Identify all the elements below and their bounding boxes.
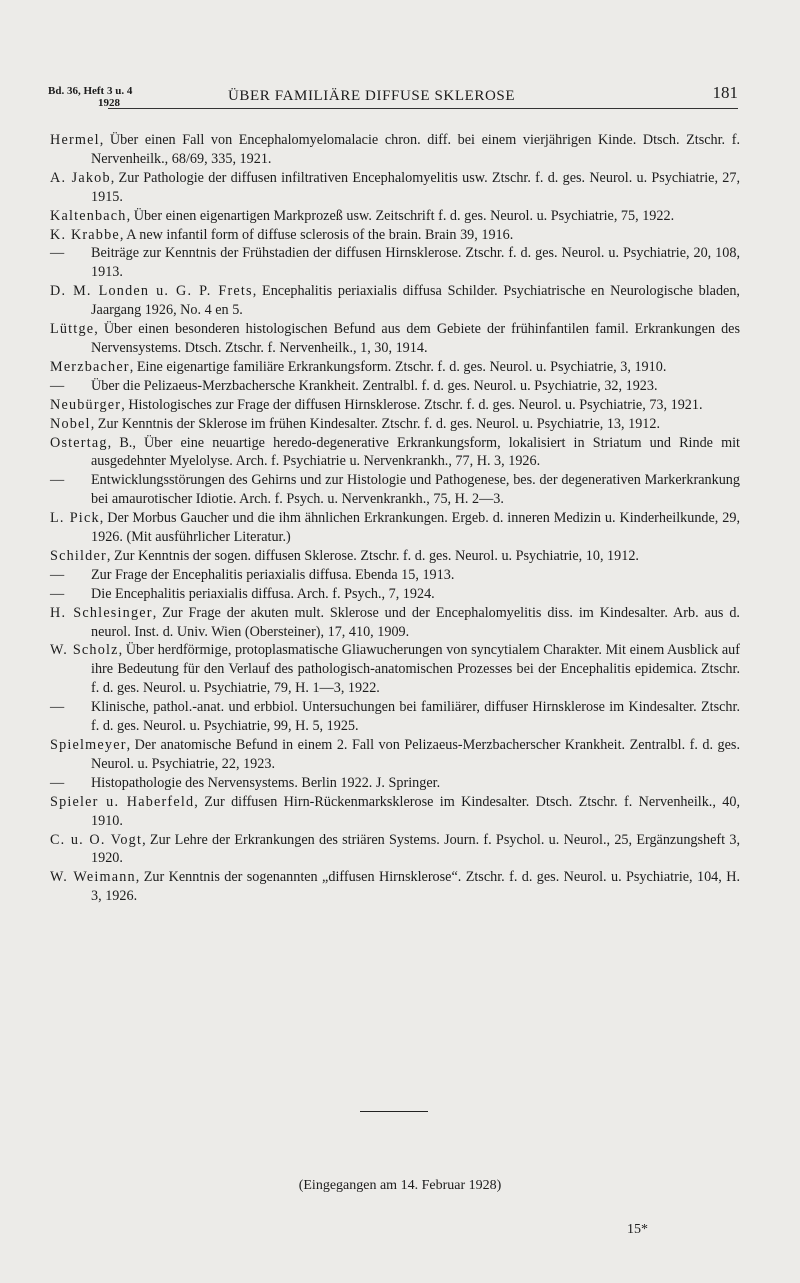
reference-entry — [50, 774, 740, 793]
reference-author: Neubürger — [50, 396, 122, 413]
volume-label: Bd. 36, Heft 3 u. 4 — [48, 85, 133, 97]
reference-text: Zur Frage der Encephalitis periaxialis diffusa. Ebenda 15, 1913. — [91, 566, 455, 583]
reference-entry — [50, 566, 740, 585]
reference-entry — [50, 396, 740, 415]
reference-entry — [50, 207, 740, 226]
ditto-dash: — — [50, 585, 65, 602]
reference-author: Nobel — [50, 415, 91, 432]
reference-entry — [50, 320, 740, 358]
reference-entry — [50, 698, 740, 736]
running-header — [48, 84, 738, 114]
reference-text: , Der Morbus Gaucher und die ihm ähnlichen Erkrankungen. Ergeb. d. inneren Medizin u. Kinderheilkunde, 29, 1926. (Mit ausführlicher Literatur.) — [91, 510, 740, 546]
reference-text: , Zur Kenntnis der Sklerose im frühen Kindesalter. Ztschr. f. d. ges. Neurol. u. Psychiatrie, 13, 1912. — [90, 415, 661, 432]
reference-entry — [50, 585, 740, 604]
signature-mark: 15* — [627, 1222, 648, 1237]
reference-text: , Histologisches zur Frage der diffusen Hirnsklerose. Ztschr. f. d. ges. Neurol. u. Psychiatrie, 73, 1921. — [121, 396, 703, 413]
reference-entry — [50, 226, 740, 245]
reference-text: , Über einen Fall von Encephalomyelomalacie chron. diff. bei einem vierjährigen Kinde. Dtsch. Ztschr. f. Nervenheilk., 68/69, 335, 1921. — [91, 132, 740, 167]
received-date: (Eingegangen am 14. Februar 1928) — [298, 1178, 502, 1193]
separator-rule — [360, 1111, 428, 1112]
reference-author: L. Pick — [50, 510, 100, 527]
reference-text: , Zur Frage der akuten mult. Sklerose und der Encephalomyelitis diss. im Kindesalter. Arb. aus d. neurol. Inst. d. Univ. Wien (Obersteiner), 17, 410, 1909. — [91, 604, 740, 640]
reference-author: A. Jakob — [50, 169, 111, 186]
reference-entry — [50, 509, 740, 547]
reference-entry — [50, 641, 740, 698]
reference-text: , Über einen besonderen histologischen Befund aus dem Gebiete der frühinfantilen famil. Erkrankungen des Nervensystems. Dtsch. Ztschr. f. Nervenheilk., 1, 30, 1914. — [91, 321, 740, 356]
reference-author: K. Krabbe — [50, 226, 120, 243]
reference-author: W. Scholz — [50, 642, 119, 659]
ditto-dash: — — [50, 566, 65, 583]
reference-entry — [50, 547, 740, 566]
reference-list — [50, 131, 740, 906]
reference-entry — [50, 793, 740, 831]
reference-entry — [50, 434, 740, 472]
reference-author: Spielmeyer — [50, 737, 127, 753]
year-label: 1928 — [98, 97, 120, 109]
ditto-dash: — — [50, 774, 65, 791]
reference-author: Merzbacher — [50, 358, 130, 375]
reference-entry — [50, 736, 740, 774]
reference-author: W. Weimann — [50, 869, 136, 886]
reference-entry — [50, 471, 740, 509]
reference-entry — [50, 377, 740, 396]
reference-text: , Encephalitis periaxialis diffusa Schilder. Psychiatrische en Neurologische bladen, Jaargang 1926, No. 4 en 5. — [91, 283, 740, 319]
reference-author: Spieler u. Haberfeld — [50, 793, 195, 810]
reference-author: Ostertag — [50, 434, 108, 451]
running-title: ÜBER FAMILIÄRE DIFFUSE SKLEROSE — [228, 88, 516, 104]
reference-author: Lüttge — [50, 321, 95, 338]
reference-text: , B., Über eine neuartige heredo-degenerative Erkrankungsform, lokalisiert in Striatum und Rinde mit ausgedehnter Myelolyse. Arch. f. Psychiatrie u. Nervenkrankh., 77, H. 3, 1926. — [91, 434, 740, 470]
reference-entry — [50, 244, 740, 282]
reference-text: , Zur diffusen Hirn-Rückenmarksklerose im Kindesalter. Dtsch. Ztschr. f. Nervenheilk., 40, 1910. — [91, 793, 740, 829]
reference-entry — [50, 831, 740, 869]
reference-entry — [50, 169, 740, 207]
reference-text: , Eine eigenartige familiäre Erkrankungsform. Ztschr. f. d. ges. Neurol. u. Psychiatrie, 3, 1910. — [129, 358, 667, 375]
ditto-dash: — — [50, 472, 65, 489]
reference-author: Kaltenbach — [50, 207, 127, 224]
reference-text: Klinische, pathol.-anat. und erbbiol. Untersuchungen bei familiärer, diffuser Hirnsklerose im Kindesalter. Ztschr. f. d. ges. Neurol. u. Psychiatrie, 99, H. 5, 1925. — [91, 699, 740, 735]
ditto-dash: — — [50, 245, 65, 262]
header-rule — [108, 108, 738, 109]
reference-text: , Zur Kenntnis der sogen. diffusen Sklerose. Ztschr. f. d. ges. Neurol. u. Psychiatrie, 10, 1912. — [106, 547, 639, 564]
reference-entry — [50, 868, 740, 906]
reference-text: , Zur Pathologie der diffusen infiltrativen Encephalomyelitis usw. Ztschr. f. d. ges. Neurol. u. Psychiatrie, 27, 1915. — [91, 169, 740, 205]
reference-entry — [50, 131, 740, 169]
reference-text: Beiträge zur Kenntnis der Frühstadien der diffusen Hirnsklerose. Ztschr. f. d. ges. Neurol. u. Psychiatrie, 20, 108, 1913. — [91, 245, 740, 281]
reference-author: Hermel — [50, 132, 100, 148]
reference-author: H. Schlesinger — [50, 604, 153, 621]
reference-text: , Der anatomische Befund in einem 2. Fall von Pelizaeus-Merzbacherscher Krankheit. Zentralbl. f. d. ges. Neurol. u. Psychiatrie, 22, 1923. — [91, 737, 740, 772]
reference-text: , A new infantil form of diffuse sclerosis of the brain. Brain 39, 1916. — [119, 226, 514, 243]
reference-text: Entwicklungsstörungen des Gehirns und zur Histologie und Pathogenese, bes. der degenerativen Markerkrankung bei amaurotischer Idiotie. Arch. f. Psych. u. Nervenkrankh., 75, H. 2—3. — [91, 472, 740, 508]
reference-entry — [50, 282, 740, 320]
ditto-dash: — — [50, 699, 65, 716]
reference-text: , Zur Lehre der Erkrankungen des striären Systems. Journ. f. Psychol. u. Neurol., 25, Ergänzungsheft 3, 1920. — [91, 831, 740, 867]
reference-text: Über die Pelizaeus-Merzbachersche Krankheit. Zentralbl. f. d. ges. Neurol. u. Psychiatrie, 32, 1923. — [91, 377, 658, 394]
reference-author: Schilder — [50, 547, 107, 564]
reference-entry — [50, 358, 740, 377]
reference-author: D. M. Londen u. G. P. Frets — [50, 283, 253, 300]
reference-text: , Über einen eigenartigen Markprozeß usw. Zeitschrift f. d. ges. Neurol. u. Psychiatrie, 75, 1922. — [126, 207, 675, 224]
reference-text: Histopathologie des Nervensystems. Berlin 1922. J. Springer. — [91, 774, 441, 791]
reference-author: C. u. O. Vogt — [50, 831, 143, 848]
reference-text: , Über herdförmige, protoplasmatische Gliawucherungen von syncytialem Charakter. Mit einem Ausblick auf ihre Bedeutung für den Verlauf des pathologisch-anatomischen Prozesses bei der Encephalitis epidemica. Ztschr. f. d. ges. Neurol. u. Psychiatrie, 79, H. 1—3, 1922. — [91, 642, 740, 697]
reference-text: Die Encephalitis periaxialis diffusa. Arch. f. Psych., 7, 1924. — [91, 585, 435, 602]
reference-text: , Zur Kenntnis der sogenannten „diffusen Hirnsklerose“. Ztschr. f. d. ges. Neurol. u. Psychiatrie, 104, H. 3, 1926. — [91, 869, 741, 905]
reference-entry — [50, 604, 740, 642]
page-number: 181 — [712, 83, 738, 102]
reference-entry — [50, 415, 740, 434]
ditto-dash: — — [50, 377, 65, 394]
